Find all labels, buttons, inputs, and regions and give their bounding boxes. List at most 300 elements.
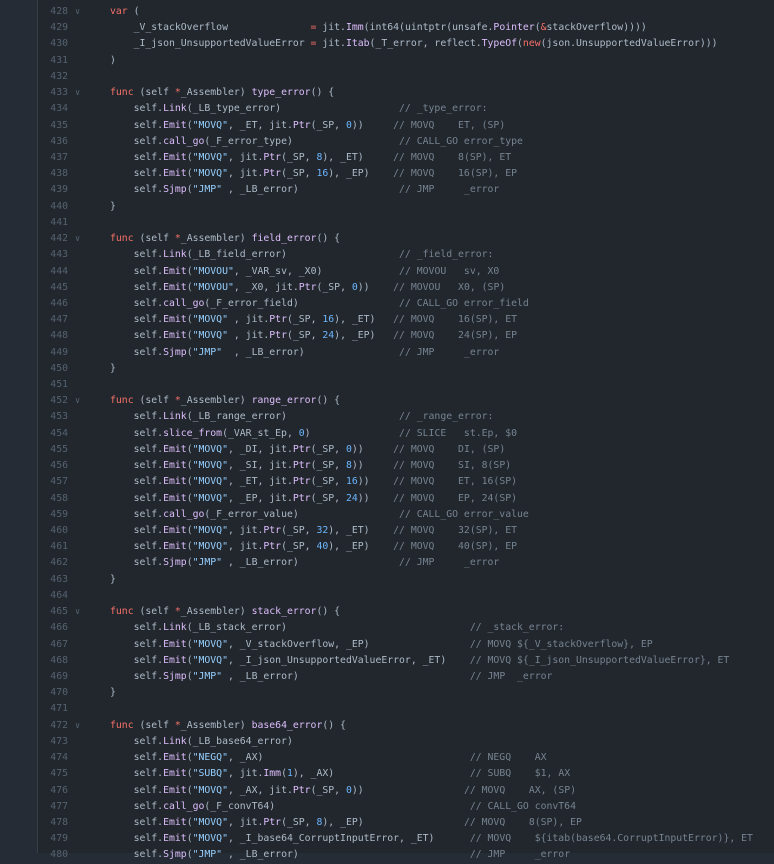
fold-gutter — [68, 312, 92, 328]
code-token: 0 — [345, 119, 352, 131]
code-token: Ptr — [263, 541, 282, 553]
code-token: "MOVQ" — [192, 654, 228, 666]
code-token: self. — [110, 330, 164, 342]
line-number[interactable]: 439 — [50, 184, 68, 196]
code-token: * — [174, 233, 181, 245]
code-token: self. — [110, 265, 164, 277]
code-token: } — [110, 687, 116, 699]
code-token: Ptr — [269, 314, 287, 326]
code-line — [38, 718, 774, 734]
code-line — [38, 426, 774, 442]
code-token: , jit. — [227, 768, 264, 780]
code-token: Emit — [163, 330, 187, 342]
code-token: (_SP, — [281, 151, 317, 163]
code-content — [92, 377, 110, 393]
code-token: (_SP, — [281, 541, 317, 553]
code-token: self. — [110, 638, 164, 650]
fold-gutter — [68, 199, 92, 215]
code-token: (self — [133, 87, 175, 99]
code-token: , jit. — [227, 541, 264, 553]
code-token: & — [540, 22, 547, 34]
code-token: "MOVQ" — [192, 816, 228, 828]
code-token: ), _ET) — [334, 314, 376, 326]
code-token: "JMP" — [192, 557, 223, 569]
fold-chevron-icon[interactable]: ∨ — [75, 234, 81, 245]
code-token: ( — [186, 119, 193, 131]
code-content — [92, 150, 511, 166]
line-number[interactable]: 429 — [50, 22, 68, 34]
code-token: self. — [110, 833, 164, 845]
code-token: 0 — [298, 427, 305, 439]
code-token: , jit. — [227, 168, 264, 180]
line-number[interactable]: 433 — [50, 87, 68, 99]
fold-gutter — [68, 442, 92, 458]
code-token: // JMP _error — [304, 346, 500, 358]
fold-gutter — [68, 507, 92, 523]
code-token: // CALL_GO error_field — [298, 297, 529, 309]
line-number[interactable]: 472 — [50, 719, 68, 731]
code-token: Link — [163, 411, 187, 423]
code-token: Emit — [163, 768, 187, 780]
code-token: () { — [310, 87, 335, 99]
line-number[interactable]: 454 — [50, 427, 68, 439]
line-number[interactable]: 432 — [50, 70, 68, 82]
code-token: Emit — [163, 654, 187, 666]
code-line — [38, 669, 774, 685]
code-token: new — [522, 38, 541, 50]
code-token: self. — [110, 670, 164, 682]
line-number[interactable]: 463 — [50, 573, 68, 585]
fold-gutter — [68, 734, 92, 750]
code-line — [38, 101, 774, 117]
code-token: self. — [110, 752, 164, 764]
code-token: (_F_convT64) — [204, 800, 276, 812]
code-line — [38, 766, 774, 782]
code-token: func — [110, 606, 134, 618]
code-token: Ptr — [263, 525, 282, 536]
code-token: 24 — [322, 330, 335, 342]
code-token: "MOVQ" — [192, 314, 228, 326]
code-token: // _range_error: — [286, 411, 494, 423]
code-line — [38, 572, 774, 588]
line-number[interactable]: 466 — [50, 622, 68, 634]
fold-gutter — [68, 588, 92, 604]
code-token: ( — [186, 525, 193, 536]
code-token: Emit — [163, 314, 187, 326]
code-token: 16 — [316, 168, 329, 180]
code-content — [92, 847, 570, 863]
code-token: self. — [110, 492, 164, 504]
code-line — [38, 377, 774, 393]
line-number[interactable]: 449 — [50, 346, 68, 358]
line-number[interactable]: 437 — [50, 151, 68, 163]
fold-gutter — [68, 134, 92, 150]
code-content — [92, 296, 529, 312]
code-token: 24 — [345, 492, 358, 504]
line-number[interactable]: 478 — [50, 816, 68, 828]
fold-gutter — [68, 166, 92, 182]
code-line — [38, 231, 774, 247]
code-token: base64_error — [251, 719, 323, 731]
line-number[interactable]: 458 — [50, 492, 68, 504]
code-token: "SUBQ" — [192, 768, 228, 780]
line-number[interactable]: 446 — [50, 297, 68, 309]
code-token: Sjmp — [163, 346, 187, 358]
code-token: Sjmp — [163, 849, 187, 861]
line-number[interactable]: 451 — [50, 379, 68, 391]
code-token: // MOVQ EP, 24(SP) — [369, 492, 518, 504]
line-number[interactable]: 474 — [50, 752, 68, 764]
fold-gutter — [68, 361, 92, 377]
code-token: * — [174, 87, 181, 99]
code-token: _Assembler) — [180, 233, 252, 245]
code-content — [92, 572, 116, 588]
code-token: "MOVQ" — [192, 330, 228, 342]
line-number[interactable]: 476 — [50, 784, 68, 796]
code-token: , _AX, jit. — [227, 784, 293, 796]
line-number[interactable]: 473 — [50, 735, 68, 747]
code-token: // MOVQ 16(SP), EP — [369, 168, 518, 180]
code-token: = — [310, 22, 317, 34]
code-token: ), _EP) — [322, 816, 364, 828]
code-line — [38, 750, 774, 766]
code-token: ) — [304, 427, 311, 439]
code-content — [92, 588, 110, 604]
code-token: // CALL_GO error_value — [298, 508, 529, 520]
code-content — [92, 474, 517, 490]
code-line — [38, 442, 774, 458]
code-token: ( — [186, 184, 193, 196]
code-token: (_LB_field_error) — [186, 249, 287, 261]
code-token: ( — [186, 443, 193, 455]
code-token: ), _EP) — [328, 541, 370, 553]
code-token: // MOVQ ${_V_stackOverflow}, EP — [369, 638, 653, 650]
code-token: // MOVQ ${itab(base64.CorruptInputError)}, ET — [434, 833, 753, 845]
code-token: call_go — [163, 508, 205, 520]
code-line — [38, 166, 774, 182]
code-content — [92, 215, 110, 231]
code-token: "MOVQ" — [192, 492, 228, 504]
code-line — [38, 555, 774, 571]
code-token: // MOVQ ET, 16(SP) — [369, 476, 518, 488]
fold-gutter — [68, 669, 92, 685]
line-number[interactable]: 464 — [50, 589, 68, 601]
code-token: self. — [110, 427, 164, 439]
code-token: self. — [110, 622, 164, 634]
line-number[interactable]: 469 — [50, 670, 68, 682]
code-content — [92, 426, 517, 442]
code-token: self. — [110, 525, 164, 536]
line-number[interactable]: 480 — [50, 849, 68, 861]
code-token: Ptr — [292, 492, 311, 504]
line-number[interactable]: 471 — [50, 703, 68, 715]
code-line — [38, 458, 774, 474]
code-token: Emit — [163, 168, 187, 180]
fold-gutter — [68, 653, 92, 669]
code-content — [92, 701, 110, 717]
code-token: Ptr — [263, 151, 282, 163]
fold-gutter — [68, 296, 92, 312]
code-token: self. — [110, 654, 164, 666]
code-token: , _LB_error) — [222, 670, 299, 682]
code-content — [92, 393, 340, 409]
code-token: "MOVQ" — [192, 638, 228, 650]
code-token: Sjmp — [163, 184, 187, 196]
code-token: , jit. — [227, 816, 264, 828]
code-token: , _EP, jit. — [227, 492, 293, 504]
code-token: _Assembler) — [180, 719, 252, 731]
code-line — [38, 474, 774, 490]
code-token: // _field_error: — [286, 249, 494, 261]
code-token: (_SP, — [316, 281, 352, 293]
code-line — [38, 507, 774, 523]
code-content — [92, 312, 517, 328]
code-token: (_LB_type_error) — [186, 103, 282, 115]
code-token: _Assembler) — [180, 395, 252, 407]
fold-gutter — [68, 491, 92, 507]
code-token: // NEGQ AX — [263, 752, 547, 764]
code-token: jit. — [316, 22, 346, 34]
fold-chevron-icon[interactable]: ∨ — [75, 88, 81, 99]
code-token: self. — [110, 314, 164, 326]
code-token: = — [310, 38, 317, 50]
fold-chevron-icon[interactable]: ∨ — [75, 396, 81, 407]
code-token: Pointer — [493, 22, 535, 34]
code-token: "MOVQ" — [192, 833, 228, 845]
code-token: , _ET, jit. — [227, 476, 293, 488]
code-content — [92, 69, 110, 85]
fold-chevron-icon[interactable]: ∨ — [75, 607, 81, 618]
code-token: var — [110, 6, 128, 17]
fold-gutter — [68, 637, 92, 653]
line-number[interactable]: 461 — [50, 541, 68, 553]
code-token: 1 — [286, 768, 293, 780]
code-token: Emit — [163, 265, 187, 277]
code-token: Sjmp — [163, 557, 187, 569]
line-number[interactable]: 455 — [50, 443, 68, 455]
code-token: ( — [186, 151, 193, 163]
code-token: (_F_error_field) — [204, 297, 299, 309]
line-number[interactable]: 457 — [50, 476, 68, 488]
code-line — [38, 69, 774, 85]
code-line — [38, 150, 774, 166]
code-token: stackOverflow)))) — [546, 22, 647, 34]
code-token: // MOVQ ET, (SP) — [363, 119, 506, 131]
code-line — [38, 36, 774, 52]
code-token: self. — [110, 443, 164, 455]
code-token: )) — [357, 476, 370, 488]
code-token: (_SP, — [281, 525, 317, 536]
code-line — [38, 637, 774, 653]
line-number[interactable]: 452 — [50, 395, 68, 407]
code-token: "MOVQ" — [192, 784, 228, 796]
code-token: * — [174, 606, 181, 618]
code-token: func — [110, 719, 134, 731]
fold-gutter — [68, 799, 92, 815]
line-number[interactable]: 456 — [50, 460, 68, 472]
line-number[interactable]: 448 — [50, 330, 68, 342]
code-token: ( — [534, 22, 541, 34]
code-token: 8 — [316, 816, 323, 828]
code-token: 0 — [351, 281, 358, 293]
code-token: Ptr — [269, 330, 287, 342]
code-content — [92, 750, 547, 766]
code-content — [92, 620, 564, 636]
code-token: "MOVQ" — [192, 443, 228, 455]
code-line — [38, 393, 774, 409]
code-token: , _LB_error) — [222, 184, 299, 196]
line-number[interactable]: 441 — [50, 216, 68, 228]
code-content — [92, 328, 517, 344]
code-token: self. — [110, 557, 164, 569]
code-line — [38, 685, 774, 701]
code-token: Ptr — [292, 476, 311, 488]
line-number[interactable]: 430 — [50, 38, 68, 50]
code-token: "JMP" — [192, 346, 223, 358]
code-token: "MOVQ" — [192, 476, 228, 488]
code-token: Emit — [163, 460, 187, 472]
line-number[interactable]: 438 — [50, 168, 68, 180]
code-token: self. — [110, 281, 164, 293]
line-number[interactable]: 428 — [50, 6, 68, 17]
line-number[interactable]: 460 — [50, 525, 68, 536]
line-number[interactable]: 467 — [50, 638, 68, 650]
code-content — [92, 442, 505, 458]
fold-gutter — [68, 328, 92, 344]
line-number[interactable]: 434 — [50, 103, 68, 115]
code-token: // MOVOU sv, X0 — [322, 265, 500, 277]
code-token: "MOVQ" — [192, 460, 228, 472]
code-content — [92, 4, 140, 20]
code-line — [38, 701, 774, 717]
code-token: self. — [110, 103, 164, 115]
line-number[interactable]: 475 — [50, 768, 68, 780]
fold-gutter — [68, 247, 92, 263]
code-token: Emit — [163, 816, 187, 828]
code-token: // JMP _error — [298, 557, 500, 569]
code-token: "MOVQ" — [192, 168, 228, 180]
code-line — [38, 280, 774, 296]
code-token: )) — [351, 119, 364, 131]
code-token: // MOVQ 40(SP), EP — [369, 541, 518, 553]
code-token: stack_error — [251, 606, 317, 618]
code-token: "MOVOU" — [192, 265, 234, 277]
line-number[interactable]: 436 — [50, 135, 68, 147]
fold-gutter — [68, 783, 92, 799]
code-token: // CALL_GO convT64 — [275, 800, 576, 812]
code-token: , jit. — [227, 330, 270, 342]
code-token: Ptr — [263, 168, 282, 180]
code-token: "JMP" — [192, 184, 223, 196]
line-number[interactable]: 479 — [50, 833, 68, 845]
code-token: () { — [316, 606, 341, 618]
fold-chevron-icon[interactable]: ∨ — [75, 7, 81, 17]
code-token: ( — [186, 654, 193, 666]
code-content — [92, 458, 511, 474]
code-token: ( — [186, 833, 193, 845]
code-token: (_SP, — [310, 443, 346, 455]
code-token: Emit — [163, 752, 187, 764]
line-number[interactable]: 465 — [50, 606, 68, 618]
line-number[interactable]: 468 — [50, 654, 68, 666]
line-number[interactable]: 442 — [50, 233, 68, 245]
code-line — [38, 588, 774, 604]
code-token: , _SI, jit. — [227, 460, 293, 472]
code-token: Link — [163, 249, 187, 261]
code-token: (self — [133, 606, 175, 618]
code-content — [92, 637, 653, 653]
code-token: 16 — [322, 314, 335, 326]
code-content — [92, 345, 499, 361]
code-token: () { — [322, 719, 346, 731]
code-token: () { — [316, 395, 341, 407]
code-token: Emit — [163, 784, 187, 796]
code-content — [92, 53, 116, 69]
code-content — [92, 264, 499, 280]
code-line — [38, 85, 774, 101]
code-token: Ptr — [263, 816, 282, 828]
code-content — [92, 507, 529, 523]
code-token: , jit. — [227, 314, 270, 326]
code-token: self. — [110, 816, 164, 828]
code-token: (_LB_range_error) — [186, 411, 287, 423]
code-token: // MOVQ 8(SP), EP — [363, 816, 582, 828]
line-number[interactable]: 470 — [50, 687, 68, 699]
code-token: // CALL_GO error_type — [292, 135, 523, 147]
code-token: // MOVQ DI, (SP) — [363, 443, 506, 455]
code-token: // _stack_error: — [286, 622, 565, 634]
code-token: Emit — [163, 492, 187, 504]
line-number[interactable]: 462 — [50, 557, 68, 569]
fold-chevron-icon[interactable]: ∨ — [75, 720, 81, 731]
line-number[interactable]: 459 — [50, 508, 68, 520]
line-number[interactable]: 431 — [50, 54, 68, 66]
code-line — [38, 491, 774, 507]
code-line — [38, 523, 774, 539]
code-line — [38, 409, 774, 425]
fold-gutter — [68, 766, 92, 782]
code-token: "NEGQ" — [192, 752, 228, 764]
line-number[interactable]: 477 — [50, 800, 68, 812]
code-line — [38, 182, 774, 198]
code-token: (_SP, — [281, 816, 317, 828]
code-token: (_SP, — [281, 168, 317, 180]
code-token: (self — [133, 719, 175, 731]
code-line — [38, 247, 774, 263]
line-number[interactable]: 453 — [50, 411, 68, 423]
fold-gutter — [68, 474, 92, 490]
code-token: Emit — [163, 541, 187, 553]
fold-gutter — [68, 523, 92, 539]
code-token: Emit — [163, 525, 187, 536]
line-number[interactable]: 443 — [50, 249, 68, 261]
line-number[interactable]: 445 — [50, 281, 68, 293]
code-token: // JMP _error — [298, 849, 571, 861]
line-number[interactable]: 440 — [50, 200, 68, 212]
code-token: )) — [351, 443, 364, 455]
code-content — [92, 134, 523, 150]
code-content — [92, 653, 729, 669]
line-number[interactable]: 447 — [50, 314, 68, 326]
code-token: self. — [110, 460, 164, 472]
line-number[interactable]: 435 — [50, 119, 68, 131]
fold-gutter — [68, 750, 92, 766]
line-number[interactable]: 444 — [50, 265, 68, 277]
line-number[interactable]: 450 — [50, 362, 68, 374]
code-line — [38, 296, 774, 312]
code-token: // _type_error: — [281, 103, 488, 115]
code-token: ( — [186, 638, 193, 650]
